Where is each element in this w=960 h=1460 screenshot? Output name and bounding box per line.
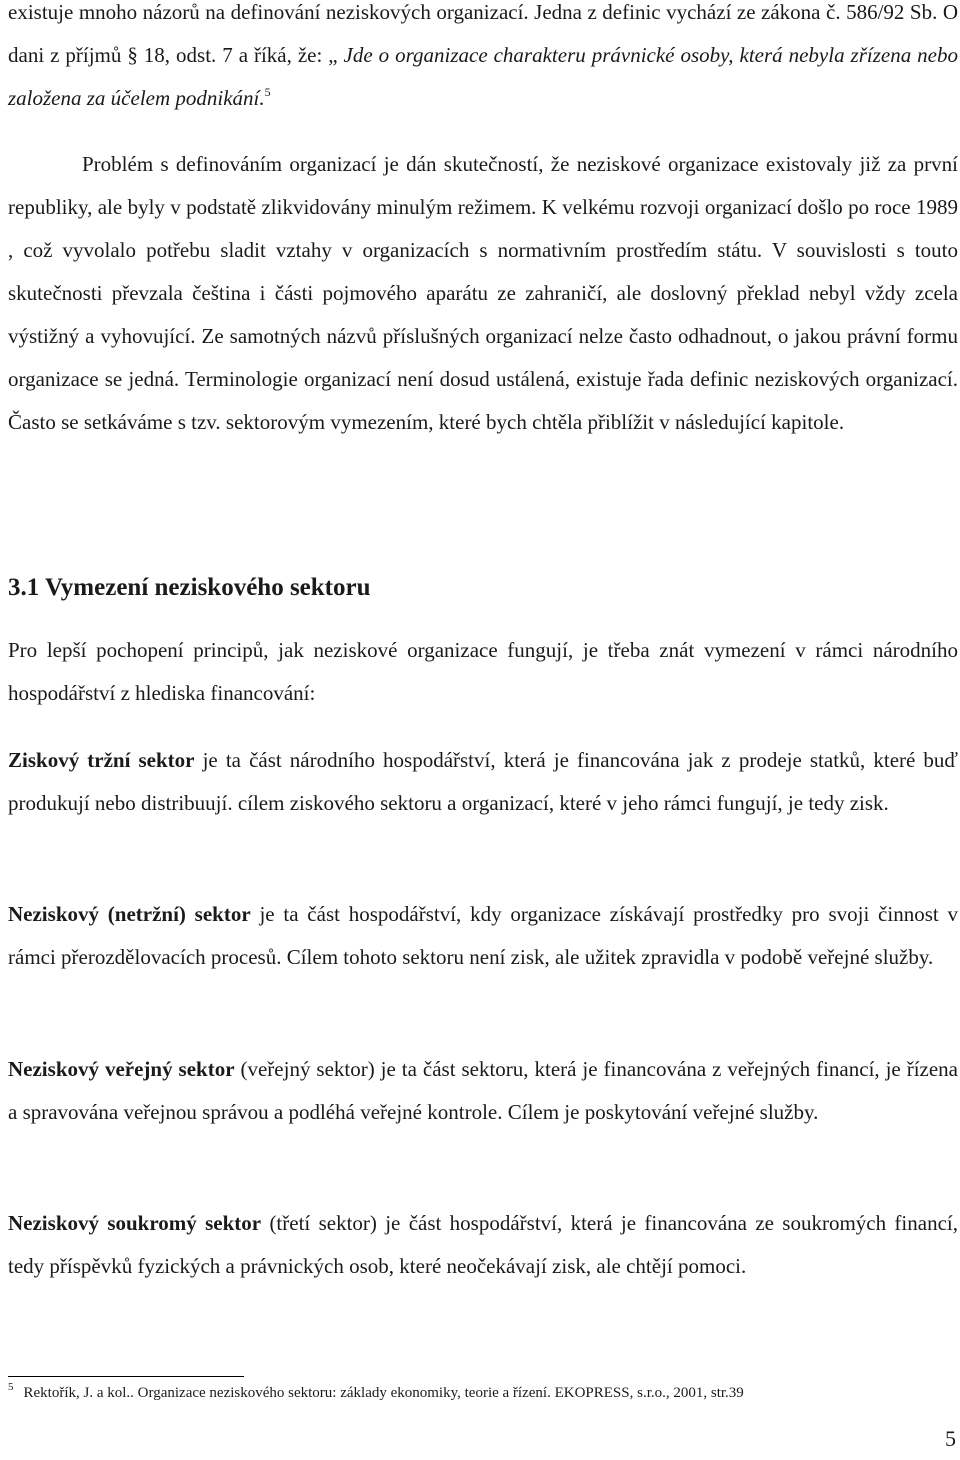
definition-term: Neziskový veřejný sektor <box>8 1057 235 1081</box>
document-page <box>8 0 958 1460</box>
footnote-reference[interactable]: 5 <box>264 85 271 99</box>
definition-paragraph <box>8 739 958 825</box>
footnote-divider <box>8 1376 244 1377</box>
definition-text: (veřejný sektor) je ta část sektoru, která je financována z veřejných financí, je řízena a spravována veřejnou správou a podléhá veřejné kontrole. Cílem je poskytování veřejné služby. <box>8 1057 958 1124</box>
section-heading: 3.1 Vymezení neziskového sektoru <box>8 574 371 601</box>
page-number: 5 <box>945 1426 956 1451</box>
intro-quote: Jde o organizace charakteru právnické osoby, která nebyla zřízena nebo založena za účelem podnikání. <box>8 43 958 110</box>
footnote <box>8 1383 744 1403</box>
definition-text: je ta část hospodářství, kdy organizace získávají prostředky pro svoji činnost v rámci přerozdělovacích procesů. Cílem tohoto sektoru není zisk, ale užitek zpravidla v podobě veřejné služby. <box>8 902 958 969</box>
problem-paragraph: Problém s definováním organizací je dán skutečností, že neziskové organizace existovaly již za první republiky, ale byly v podstatě zlikvidovány minulým režimem. K velkému rozvoji organizací došlo po roce 1989 , což vyvolalo potřebu sladit vztahy v organizacích s normativním prostředím státu. V souvislosti s touto skutečnosti převzala čeština i části pojmového aparátu ze zahraničí, ale doslovný překlad nebyl vždy zcela výstižný a vyhovující. Ze samotných názvů příslušných organizací nelze často odhadnout, o jakou právní formu organizace se jedná. Terminologie organizací není dosud ustálená, existuje řada definic neziskových organizací. Často se setkáváme s tzv. sektorovým vymezením, které bych chtěla přiblížit v následující kapitole. <box>8 152 958 434</box>
definition-paragraph <box>8 893 958 979</box>
definition-term: Neziskový (netržní) sektor <box>8 902 251 926</box>
definition-paragraph <box>8 1202 958 1288</box>
definition-text: je ta část národního hospodářství, která je financována jak z prodeje statků, které buď produkují nebo distribuují. cílem ziskového sektoru a organizací, které v jeho rámci fungují, je tedy zisk. <box>8 748 958 815</box>
definition-paragraph <box>8 1048 958 1134</box>
footnote-text: Rektořík, J. a kol.. Organizace neziskového sektoru: základy ekonomiky, teorie a řízení. EKOPRESS, s.r.o., 2001, str.39 <box>23 1385 744 1401</box>
definition-text: (třetí sektor) je část hospodářství, která je financována ze soukromých financí, tedy příspěvků fyzických a právnických osob, které neočekávají zisk, ale chtějí pomoci. <box>8 1211 958 1278</box>
footnote-number: 5 <box>8 1381 14 1393</box>
section-intro-paragraph: Pro lepší pochopení principů, jak neziskové organizace fungují, je třeba znát vymezení v rámci národního hospodářství z hlediska financování: <box>8 638 958 705</box>
definition-term: Neziskový soukromý sektor <box>8 1211 262 1235</box>
intro-text: existuje mnoho názorů na definování neziskových organizací. Jedna z definic vychází ze zákona č. 586/92 Sb. O dani z příjmů § 18, odst. 7 a říká, že: „ <box>8 0 958 67</box>
definition-term: Ziskový tržní sektor <box>8 748 195 772</box>
intro-paragraph <box>8 0 958 120</box>
